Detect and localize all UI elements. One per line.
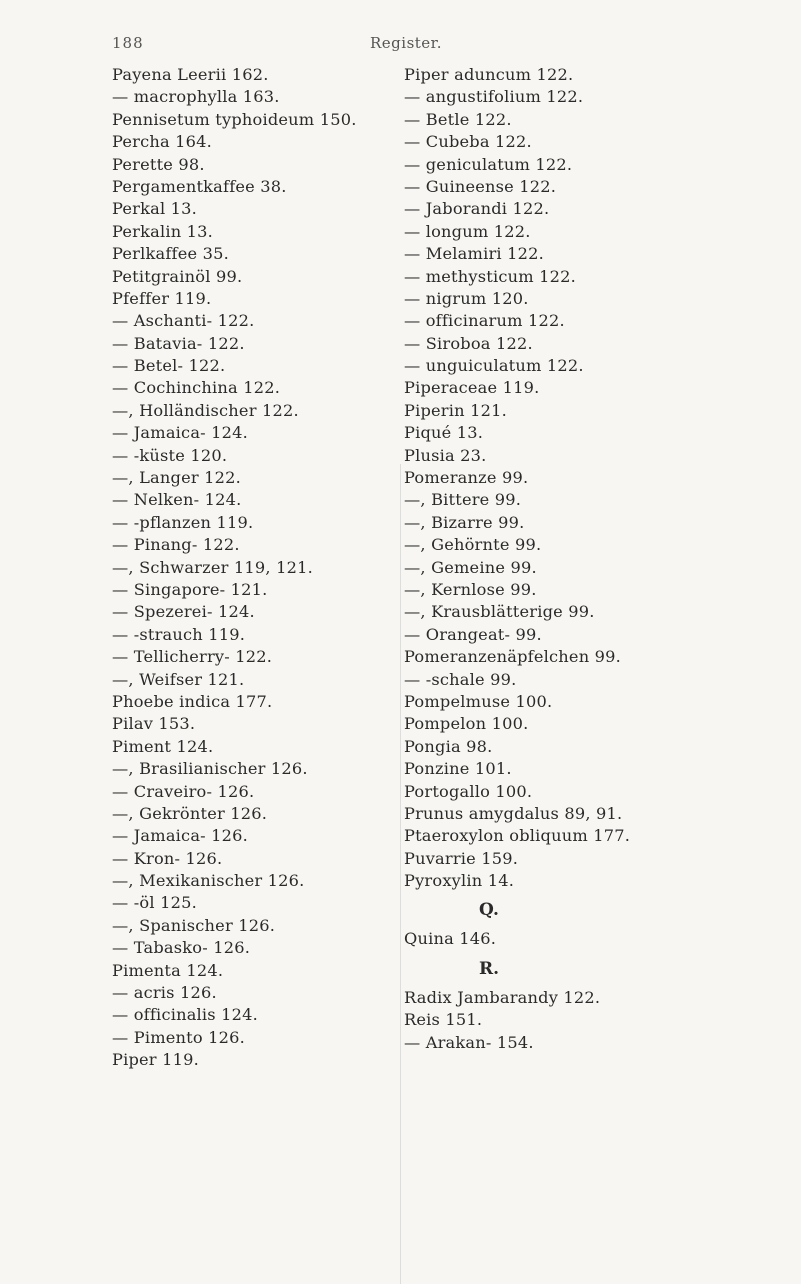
index-entry: —, Bittere 99. (404, 490, 522, 510)
index-entry: Ponzine 101. (404, 759, 512, 779)
index-entry: Perkal 13. (112, 199, 198, 219)
index-entry: —, Kernlose 99. (404, 579, 537, 599)
index-entry: Pomeranzenäpfelchen 99. (404, 647, 622, 667)
index-entry: — geniculatum 122. (404, 154, 573, 174)
index-entry: Puvarrie 159. (404, 848, 519, 868)
index-entry: — methysticum 122. (404, 266, 576, 286)
index-entry: Percha 164. (112, 132, 213, 152)
index-entry: — Aschanti- 122. (112, 311, 255, 331)
index-entry: Prunus amygdalus 89, 91. (404, 803, 623, 823)
index-entry: Pilav 153. (112, 714, 196, 734)
index-entry: — officinarum 122. (404, 311, 565, 331)
index-entry: — nigrum 120. (404, 288, 529, 308)
index-entry: — Singapore- 121. (112, 579, 268, 599)
index-entry: Quina 146. (404, 929, 497, 949)
index-entries-p (404, 64, 799, 892)
index-entry: Piperin 121. (404, 400, 507, 420)
index-entry: Perette 98. (112, 154, 205, 174)
index-entry: — Batavia- 122. (112, 333, 245, 353)
index-entry: Perlkaffee 35. (112, 244, 229, 264)
index-entry: — Nelken- 124. (112, 490, 242, 510)
index-entry: Phoebe indica 177. (112, 691, 273, 711)
index-entry: — acris 126. (112, 983, 217, 1003)
index-entry: — Jamaica- 124. (112, 423, 249, 443)
index-entry: — -pflanzen 119. (112, 512, 254, 532)
index-entry: — longum 122. (404, 221, 531, 241)
index-entry: Portogallo 100. (404, 781, 533, 801)
index-entry: Pimenta 124. (112, 960, 224, 980)
index-entry: Piperaceae 119. (404, 378, 540, 398)
index-entry: — Spezerei- 124. (112, 602, 255, 622)
index-entry: — -schale 99. (404, 669, 517, 689)
index-entry: —, Gekrönter 126. (112, 803, 268, 823)
index-entry: —, Schwarzer 119, 121. (112, 557, 313, 577)
index-entry: —, Spanischer 126. (112, 915, 276, 935)
index-entry: Pergamentkaffee 38. (112, 176, 287, 196)
index-entry: —, Bizarre 99. (404, 512, 525, 532)
index-entry: — Pinang- 122. (112, 535, 240, 555)
index-entry: —, Langer 122. (112, 468, 241, 488)
index-entry: Pyroxylin 14. (404, 871, 515, 891)
index-entry: Perkalin 13. (112, 221, 214, 241)
index-entry: Petitgrainöl 99. (112, 266, 243, 286)
index-entry: —, Gehörnte 99. (404, 535, 542, 555)
index-entry: — Pimento 126. (112, 1027, 245, 1047)
index-entry: — angustifolium 122. (404, 87, 584, 107)
page-number: 188 (112, 34, 144, 52)
index-entry: — unguiculatum 122. (404, 356, 584, 376)
index-entries-r (404, 987, 799, 1054)
index-entry: Piper 119. (112, 1050, 199, 1070)
index-entry: Pompelon 100. (404, 714, 529, 734)
index-entry: — Cubeba 122. (404, 132, 532, 152)
page-header (0, 34, 801, 54)
index-entry: — -strauch 119. (112, 624, 246, 644)
index-entry: — Guineense 122. (404, 176, 557, 196)
index-column-right (404, 64, 799, 1054)
index-entry: — officinalis 124. (112, 1005, 259, 1025)
index-entry: Radix Jambarandy 122. (404, 987, 601, 1007)
index-entry: Pompelmuse 100. (404, 691, 553, 711)
index-entry: —, Weifser 121. (112, 669, 245, 689)
index-entry: —, Krausblätterige 99. (404, 602, 595, 622)
index-entry: — Betle 122. (404, 109, 512, 129)
index-entry: Piqué 13. (404, 423, 484, 443)
index-entries-q (404, 928, 799, 950)
index-entry: — Jamaica- 126. (112, 826, 249, 846)
index-entry: — Orangeat- 99. (404, 624, 542, 644)
index-entry: Pomeranze 99. (404, 468, 529, 488)
index-entry: — Siroboa 122. (404, 333, 533, 353)
index-entry: —, Holländischer 122. (112, 400, 299, 420)
index-entry: — Kron- 126. (112, 848, 223, 868)
index-column-left (112, 64, 412, 1072)
index-entry: Pongia 98. (404, 736, 493, 756)
index-entry: Pfeffer 119. (112, 288, 212, 308)
index-entry: Piper aduncum 122. (404, 65, 574, 84)
index-entry: — Arakan- 154. (404, 1032, 534, 1052)
index-entry: Plusia 23. (404, 445, 487, 465)
index-entry: — macrophylla 163. (112, 87, 280, 107)
index-entry: — Tabasko- 126. (112, 938, 251, 958)
index-entry: — Cochinchina 122. (112, 378, 281, 398)
section-letter-r: R. (478, 958, 500, 979)
index-entry: Pennisetum typhoideum 150. (112, 109, 357, 129)
index-entry: —, Brasilianischer 126. (112, 759, 308, 779)
index-entry: Piment 124. (112, 736, 214, 756)
index-entry: —, Gemeine 99. (404, 557, 537, 577)
index-entry: — Melamiri 122. (404, 244, 544, 264)
index-entry: — Tellicherry- 122. (112, 647, 273, 667)
index-entry: — Jaborandi 122. (404, 199, 550, 219)
page-title: Register. (370, 34, 442, 52)
index-entry: Ptaeroxylon obliquum 177. (404, 826, 631, 846)
index-entry: —, Mexikanischer 126. (112, 871, 305, 891)
section-letter-q: Q. (479, 900, 499, 921)
index-entry: — Craveiro- 126. (112, 781, 255, 801)
index-entry: — -öl 125. (112, 893, 197, 913)
index-entry: — -küste 120. (112, 445, 228, 465)
index-entry: Reis 151. (404, 1010, 483, 1030)
index-entry: Payena Leerii 162. (112, 65, 269, 84)
index-entry: — Betel- 122. (112, 356, 226, 376)
